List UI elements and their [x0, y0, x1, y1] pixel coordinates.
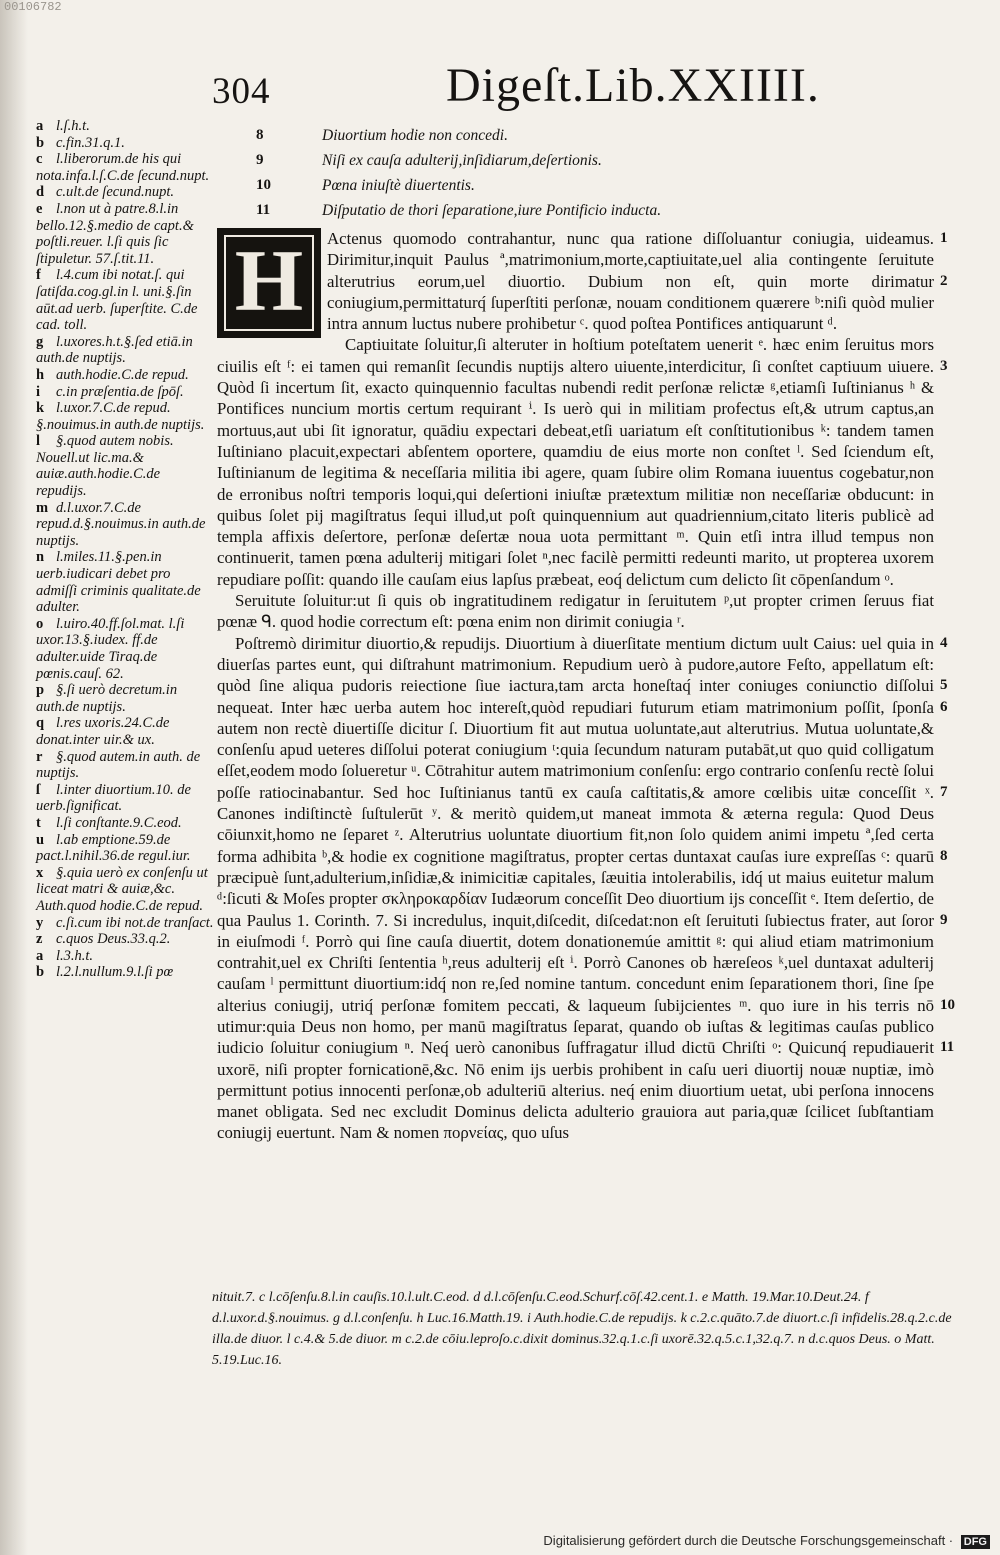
- margin-note: [36, 267, 214, 333]
- margin-note-text: §.quod autem.in auth. de nuptijs.: [36, 748, 201, 782]
- margin-note: [36, 964, 214, 981]
- margin-note-key: q: [36, 715, 45, 732]
- paragraph-number: 8: [940, 847, 948, 864]
- paragraph-number: 9: [940, 911, 948, 928]
- margin-note-key: y: [36, 914, 44, 931]
- footnotes: [212, 1287, 952, 1371]
- margin-note-key: a: [36, 118, 44, 134]
- paragraph-number: 4: [940, 634, 948, 651]
- margin-note-text: l.3.h.t.: [56, 947, 94, 964]
- margin-note-text: l.4.cum ibi notat.ſ. qui ſatiſda.cog.gl.in l. uni.§.ſin aūt.ad uerb. ſuperſtite. C.de cad. toll.: [36, 267, 198, 334]
- summary-text: Pœna iniuſtè diuertentis.: [322, 176, 475, 194]
- margin-note-text: l.uxores.h.t.§.ſed etiā.in auth.de nuptijs.: [36, 333, 193, 367]
- margin-note: [36, 832, 214, 865]
- margin-note-key: p: [36, 682, 45, 699]
- summary-number: 11: [256, 202, 271, 218]
- margin-note-key: f: [36, 267, 41, 284]
- footnote-text: nituit.7. c l.cōſenſu.8.l.in cauſis.10.l.ult.C.eod. d d.l.cōſenſu.C.eod.Schurf.cōſ.42.cent.1. e Matth. 19.Mar.10.Deut.24. f d.l.uxor.d.§.nouimus. g d.l.conſenſu. h Luc.16.Matth.19. i Auth.hodie.C.de repudijs. k c.2.c.quāto.7.de diuort.c.ſi infidelis.28.q.2.c.de illa.de diuor. l c.4.& 5.de diuor. m c.2.de cōiu.leproſo.c.dixit dominus.32.q.1.c.ſi uxorē.32.q.5.c.1,32.q.7. n d.c.quos Deus. o Matt. 5.19.Luc.16.: [212, 1290, 952, 1368]
- margin-note-key: o: [36, 615, 44, 632]
- margin-note-key: z: [36, 931, 43, 948]
- margin-note: [36, 549, 214, 615]
- margin-note: [36, 616, 214, 682]
- margin-note: [36, 815, 214, 832]
- margin-note: [36, 682, 214, 715]
- margin-note-text: l.ab emptione.59.de pact.l.nihil.36.de regul.iur.: [36, 831, 191, 865]
- margin-note: [36, 865, 214, 915]
- margin-note-text: §.quod autem nobis. Nouell.ut lic.ma.& auiæ.auth.hodie.C.de repudijs.: [36, 433, 174, 500]
- margin-note-key: d: [36, 184, 45, 201]
- margin-note: [36, 367, 214, 384]
- margin-note-key: h: [36, 366, 45, 383]
- margin-note-text: auth.hodie.C.de repud.: [56, 366, 189, 383]
- margin-note-text: c.in præſentia.de ſpōſ.: [56, 383, 184, 400]
- margin-note-text: l.miles.11.§.pen.in uerb.iudicari debet pro admiſſi criminis qualitate.de adulter.: [36, 549, 201, 616]
- paragraph-number: 5: [940, 677, 948, 694]
- margin-note-key: k: [36, 400, 45, 417]
- summary-text: Diuortium hodie non concedi.: [322, 126, 508, 144]
- margin-note: [36, 433, 214, 499]
- margin-note: [36, 915, 214, 932]
- paragraph-number: 11: [940, 1039, 955, 1056]
- margin-note: [36, 931, 214, 948]
- margin-note-text: §.ſi uerò decretum.in auth.de nuptijs.: [36, 682, 178, 715]
- scan-id: 00106782: [4, 0, 62, 14]
- summary-number: 8: [256, 127, 264, 143]
- margin-note: [36, 715, 214, 748]
- margin-note-key: g: [36, 333, 44, 350]
- margin-note-text: c.ſi.cum ibi not.de tranſact.: [56, 914, 214, 931]
- margin-note-key: t: [36, 814, 41, 831]
- margin-note: [36, 334, 214, 367]
- margin-note-text: d.l.uxor.7.C.de repud.d.§.nouimus.in auth.de nuptijs.: [36, 499, 206, 549]
- margin-note-text: l.uiro.40.ff.ſol.mat. l.ſi uxor.13.§.iudex. ff.de adulter.uide Tiraq.de pœnis.cauſ. 62.: [36, 615, 185, 682]
- dfg-logo: DFG: [961, 1535, 990, 1549]
- paragraph-number: 10: [940, 996, 955, 1013]
- gutter-shadow: [0, 0, 28, 1555]
- margin-note-text: l.non ut à patre.8.l.in bello.12.§.medio de capt.& poſtli.reuer. l.ſi quis ſic ſtipuletur. 57.ſ.tit.11.: [36, 200, 194, 267]
- margin-note-key: e: [36, 200, 43, 217]
- summary-item: [256, 123, 756, 148]
- drop-initial-space: [217, 228, 327, 336]
- margin-note-text: c.ult.de ſecund.nupt.: [56, 184, 174, 201]
- margin-note-key: a: [36, 947, 44, 964]
- running-head: Digeſt.Lib.XXIIII.: [446, 59, 820, 112]
- main-text: [217, 228, 934, 1144]
- margin-note-text: c.fin.31.q.1.: [56, 134, 125, 151]
- folio-number: 304: [212, 71, 271, 112]
- margin-note-text: c.quos Deus.33.q.2.: [56, 931, 171, 948]
- body-paragraph: Actenus quomodo contrahantur, nunc qua ratione diſſoluantur coniugia, uideamus. Dirimitur,inquit Paulus ª,matrimonium,morte,captiuitate,uel alia contingente ſeruitute alterutrius eorum,uel diuortio. Dubium non eſt, quin morte dirimatur coniugium,permittaturq́ ſuperſtiti perſonæ, nouam conditionem quærere ᵇ:niſi quòd mulier intra annum luctus nubere prohibetur ᶜ. quod poſtea Pontifices antiquarunt ᵈ.: [327, 229, 934, 334]
- margin-note-key: n: [36, 549, 45, 566]
- summary-text: Diſputatio de thori ſeparatione,iure Pontificio inducta.: [322, 201, 662, 219]
- margin-note-key: b: [36, 134, 45, 151]
- margin-note: [36, 782, 214, 815]
- body-paragraph: Poſtremò dirimitur diuortio,& repudijs. Diuortium à diuerſitate mentium dictum uult Caius: uel quia in diuerſas partes eunt, qui diſtrahunt matrimonium. Repudium uerò à pudore,autore Feſto, appellatum eſt: quòd ſine aliqua pudoris reiectione ſiue iactura,tam arcta honeſtaq́ inter coniuges coniunctio diſſolui nequeat. Inter hæc uerba autem hoc intereſt,quòd repudiari futurum etiam matrimonium poſſit, ſponſa autem non rectè diuertiſſe dicitur ſ. Diuortium fit aut mutua uoluntate,aut alterutrius. Mutua uoluntate,& conſenſu apud ueteres diſſolui poterat coniugium ᵗ:quia ſecundum naturam putabāt,ut quo quid colligatum eſſet,eodem modo ſolueretur ᵘ. Cōtrahitur autem matrimonium conſenſu: ergo contrario conſenſu rectè ſolui poſſe ratiocinabantur. Sed hoc Iuſtinianus tantū ex cauſa caſtitatis,& amore cœlibis uitæ conceſſit ˣ. Canones indiſtinctè ſuſtulerūt ʸ. & meritò quidem,ut maneat immota & æterna regula: Quod Deus cōiunxit,homo ne ſeparet ᶻ. Alterutrius uoluntate diuortium fit,non ſolo quidem animi impetu ª,ſed certa forma adhibita ᵇ,& hodie ex cognitione magiſtratus, propter certas duntaxat cauſas iure expreſſas ᶜ: quarū præcipuè ſunt,adulterium,inſidiæ,& inimicitiæ capitales, ſæuitia intolerabilis, idq́ ut maius euitetur malum ᵈ:ſicuti & Moſes propter σκληροκαρδίαν Iudæorum conceſſit Deo diuortium ijs conceſſit ᵉ. Item deſertio, de qua Paulus 1. Corinth. 7. Si incredulus, inquit,diſcedit, diſcedat:non eſt ſeruituti ſubiectus frater, aut ſoror in eiuſmodi ᶠ. Porrò qui ſine cauſa diuertit, dotem donationemúe amittit ᵍ: qui aliud etiam matrimonium contrahit,uel ex Chriſti ſententia ʰ,reus adulterij eſt ⁱ. Porrò Canones ob hæreſeos ᵏ,uel duntaxat adulterij cauſam ˡ permittunt diuortium:idq́ non re,ſed nomine tantum. concedunt enim ſeparationem thori, ſine ſpe alterius coniugij, utriq́ perſonæ fomitem peccati, & laqueum ſubijcientes ᵐ. quo iure in his terris nō utimur:quia Deus non homo, per manū magiſtratus ſeparat, quando ob iuſtas & legitimas cauſas publico iudicio ſoluitur coniugium ⁿ. Neq́ uerò canonibus ſuffragatur illud dictū Chriſti ᵒ: Quicunq́ repudiauerit uxorē, niſi propter fornicationē,&c. Nō enim ijs uerbis prohibent in caſu ueri diuortij nouæ nuptiæ, imò permittunt potius innocenti perſonæ,ob adulteriū alterius. neq́ enim diuortium uetat, ubi perſona innocens manet obligata. Sed nec excludit Dominus delicta adulterio grauiora aut paria,quæ ſcilicet ſubſtantiam coniugij euertunt. Nam & nomen πορνείας, quo uſus: [217, 633, 934, 1143]
- margin-note: [36, 749, 214, 782]
- margin-note: [36, 948, 214, 965]
- margin-note-text: l.liberorum.de his qui nota.infa.l.ſ.C.de ſecund.nupt.: [36, 151, 210, 184]
- summary-text: Niſi ex cauſa adulterij,inſidiarum,deſertionis.: [322, 151, 602, 169]
- margin-note-text: l.ſ.h.t.: [56, 118, 90, 134]
- paragraph-number: 6: [940, 698, 948, 715]
- paragraph-number: 7: [940, 783, 948, 800]
- body-paragraph: Seruitute ſoluitur:ut ſi quis ob ingratitudinem redigatur in ſeruitutem ᵖ,ut propter crimen ſeruus fiat pœnæ ᑫ. quod hodie correctum eſt: pœna enim non dirimit coniugia ʳ.: [217, 591, 934, 632]
- summary-list: [256, 123, 756, 223]
- margin-note-key: l: [36, 433, 41, 450]
- margin-notes: [36, 118, 214, 981]
- margin-note: [36, 184, 214, 201]
- digitization-credit: [543, 1533, 990, 1549]
- summary-item: [256, 198, 756, 223]
- margin-note-key: i: [36, 383, 41, 400]
- summary-item: [256, 173, 756, 198]
- margin-note-key: ſ: [36, 781, 41, 798]
- margin-note: [36, 151, 214, 184]
- margin-note: [36, 400, 214, 433]
- margin-note-text: l.2.l.nullum.9.l.ſi pœ: [56, 964, 174, 981]
- margin-note: [36, 384, 214, 401]
- margin-note-key: b: [36, 964, 45, 981]
- margin-note-text: l.ſi conſtante.9.C.eod.: [56, 814, 182, 831]
- summary-number: 9: [256, 152, 264, 168]
- paragraph-number: 3: [940, 357, 948, 374]
- margin-note-text: l.uxor.7.C.de repud. §.nouimus.in auth.de nuptijs.: [36, 400, 205, 433]
- margin-note: [36, 135, 214, 152]
- drop-initial-letter: H: [234, 233, 304, 330]
- summary-item: [256, 148, 756, 173]
- margin-note-text: l.inter diuortium.10. de uerb.ſignificat.: [36, 781, 191, 815]
- margin-note-key: m: [36, 499, 49, 516]
- credit-text: Digitalisierung gefördert durch die Deutsche Forschungsgemeinschaft ·: [543, 1533, 954, 1548]
- margin-note: [36, 201, 214, 267]
- body-paragraph: Captiuitate ſoluitur,ſi alteruter in hoſtium poteſtatem uenerit ᵉ. hæc enim ſeruitus mors ciuilis eſt ᶠ: ei tamen qui remanſit ſecundis nuptijs altero uiuente,interdicitur, ſi conſtet captiuum uiuere. Quòd ſi incertum ſit, exacto quinquennio facultas nubendi redit perſonæ relictæ ᵍ,etiamſi Iuſtinianus ʰ & Pontifices nuncium mortis certum requirant ⁱ. Is uerò qui in militiam profectus eſt,& utrum captus,an mortuus,aut ubi ſit ignoratur, quādiu expectari debeat,etſi uariatum eſt conſtitutionibus ᵏ: tandem tamen Iuſtiniano placuit,expectari abſentem oportere, quamdiu de eius morte non conſtet ˡ. Sed ſciendum eſt, Iuſtinianum de legitima & neceſſaria militia ibi agere, quam ſubire olim Romana iuuentus cogebatur,non de erronibus noſtri temporis loqui,qui deſertioni iniuſtæ prætextum militiæ non neceſſariæ obducunt: in quibus ſolet pij magiſtratus ſequi illud,ut poſt quinquennium aut quadriennium,citato literis publicè ad templa affixis deſertore, perſonæ deſertæ noua uota permittant ᵐ. Quin etſi intra illud tempus non continuerit, tamen pœna adulterij mitigari ſolet ⁿ,nec facilè permitti redeunti marito, ut propterea uxorem repudiare poſſit: quando ille cauſam eius lapſus præbeat, eoq́ delictum cum delicto ſit cōpenſandum ᵒ.: [217, 335, 934, 589]
- margin-note-key: c: [36, 151, 43, 168]
- margin-note-text: l.res uxoris.24.C.de donat.inter uir.& ux.: [36, 715, 170, 748]
- summary-number: 10: [256, 177, 271, 193]
- margin-note-text: §.quia uerò ex conſenſu ut liceat matri & auiæ,&c. Auth.quod hodie.C.de repud.: [36, 864, 208, 914]
- margin-note-key: x: [36, 864, 44, 881]
- margin-note: [36, 118, 214, 135]
- margin-note-key: u: [36, 831, 45, 848]
- margin-note: [36, 500, 214, 550]
- margin-note-key: r: [36, 748, 43, 765]
- paragraph-number: 2: [940, 272, 948, 289]
- paragraph-number: 1: [940, 230, 948, 246]
